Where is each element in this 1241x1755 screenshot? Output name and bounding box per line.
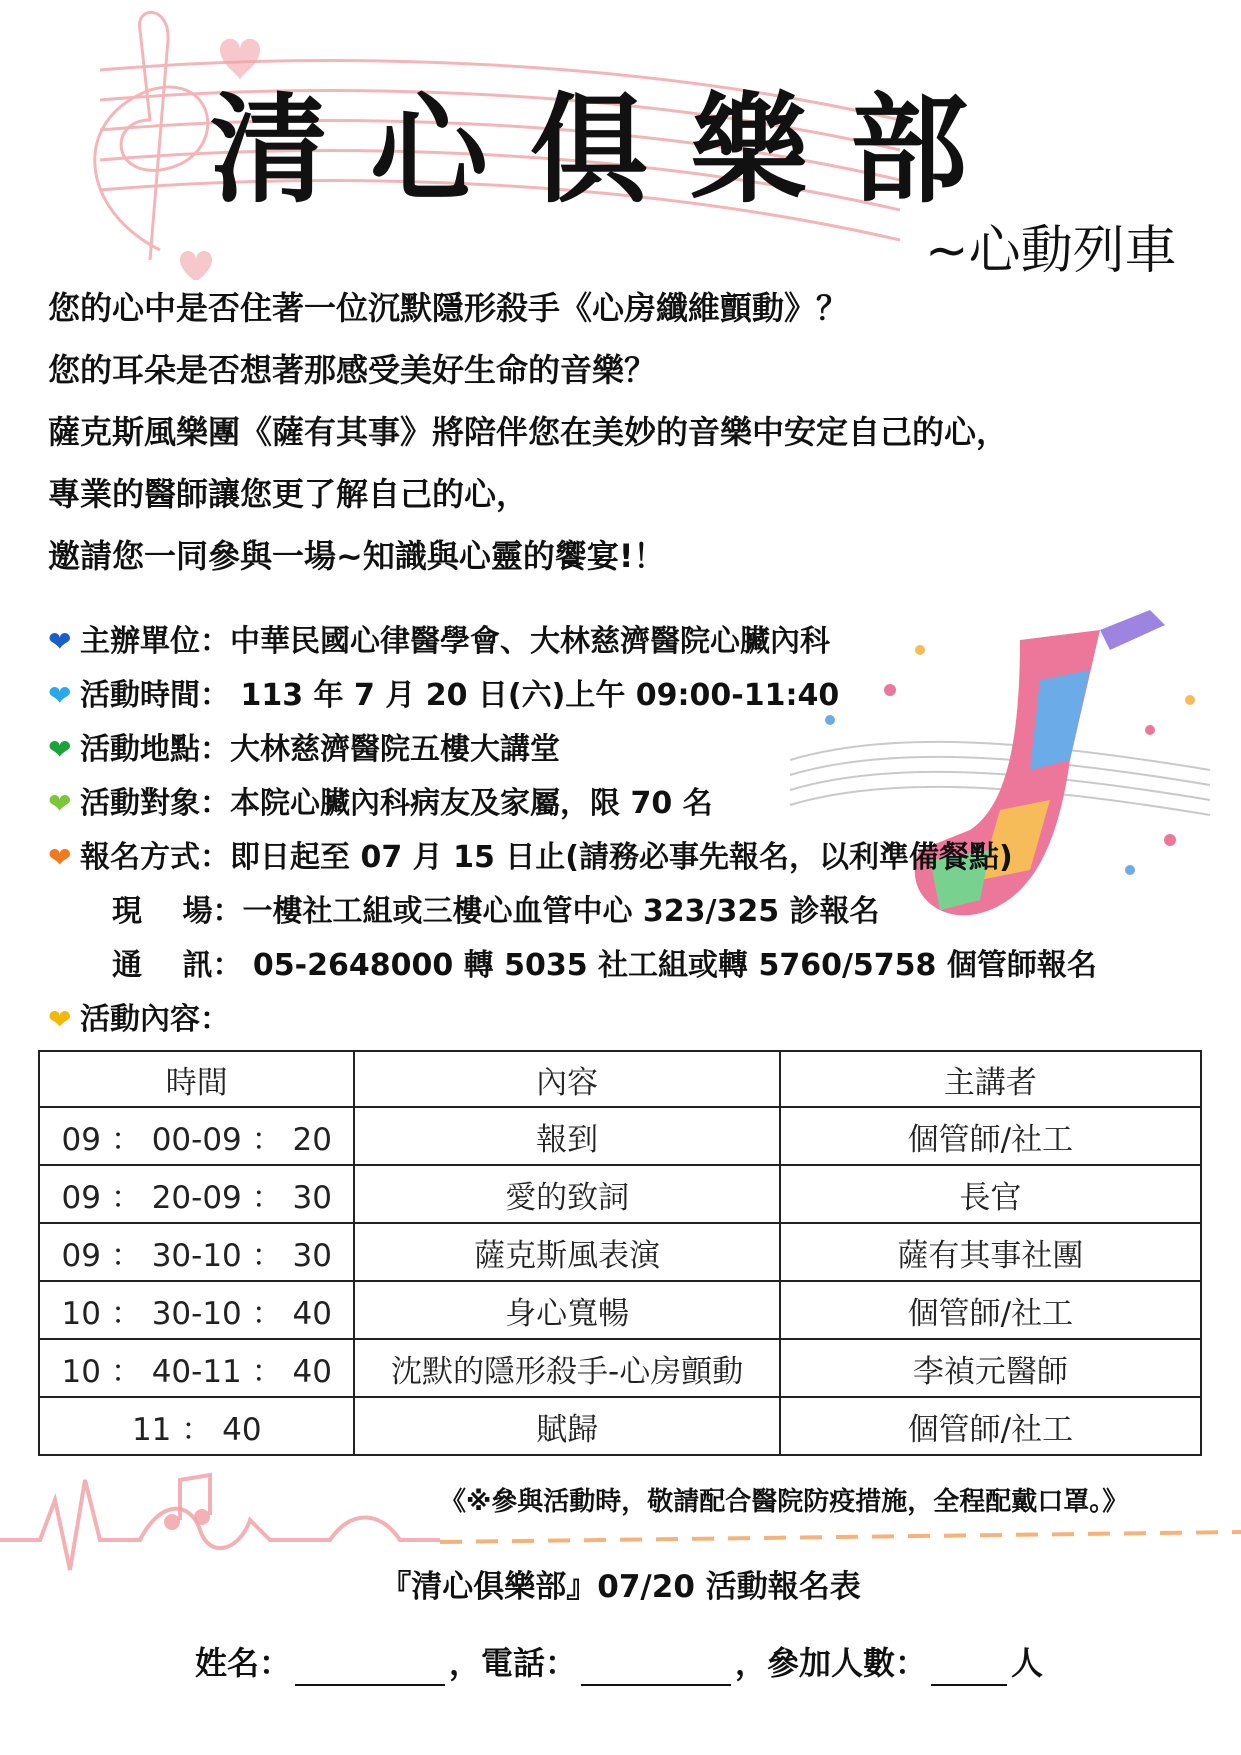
intro-line: 薩克斯風樂團《薩有其事》將陪伴您在美妙的音樂中安定自己的心， bbox=[48, 413, 1009, 451]
table-header-row bbox=[39, 1051, 1201, 1107]
time-text: 活動時間： 113 年 7 月 20 日(六)上午 09:00-11:40 bbox=[80, 678, 840, 713]
table-row bbox=[39, 1339, 1201, 1397]
speaker-cell: 個管師/社工 bbox=[780, 1107, 1201, 1165]
name-label: 姓名： bbox=[195, 1644, 292, 1682]
column-header: 內容 bbox=[354, 1051, 779, 1107]
heart-icon: ❤ bbox=[48, 733, 72, 766]
heart-icon: ❤ bbox=[48, 625, 72, 658]
registration-form bbox=[195, 1640, 1043, 1686]
intro-line: 您的心中是否住著一位沉默隱形殺手《心房纖維顫動》？ bbox=[48, 289, 849, 327]
heart-icon: ❤ bbox=[48, 841, 72, 874]
phone-label: ，電話： bbox=[449, 1644, 578, 1682]
time-cell: 10 ： 30-10 ： 40 bbox=[39, 1281, 354, 1339]
column-header: 時間 bbox=[39, 1051, 354, 1107]
phone-field[interactable] bbox=[581, 1650, 731, 1686]
registration-line bbox=[48, 836, 1013, 880]
count-unit: 人 bbox=[1011, 1644, 1044, 1682]
organizer-line bbox=[48, 620, 830, 664]
speaker-cell: 個管師/社工 bbox=[780, 1281, 1201, 1339]
audience-text: 活動對象：本院心臟內科病友及家屬，限 70 名 bbox=[80, 786, 713, 821]
registration-text: 報名方式：即日起至 07 月 15 日止(請務必事先報名，以利準備餐點) bbox=[80, 840, 1013, 875]
content-cell: 賦歸 bbox=[354, 1397, 779, 1455]
page-subtitle: ~心動列車 bbox=[925, 221, 1177, 281]
content-cell: 沈默的隱形殺手-心房顫動 bbox=[354, 1339, 779, 1397]
intro-line: 邀請您一同參與一場~知識與心靈的饗宴!！ bbox=[48, 537, 666, 575]
intro-line: 專業的醫師讓您更了解自己的心， bbox=[48, 475, 529, 513]
content-cell: 身心寬暢 bbox=[354, 1281, 779, 1339]
column-header: 主講者 bbox=[780, 1051, 1201, 1107]
count-field[interactable] bbox=[931, 1650, 1007, 1686]
location-line bbox=[48, 728, 560, 772]
table-row bbox=[39, 1223, 1201, 1281]
organizer-text: 主辦單位：中華民國心律醫學會、大林慈濟醫院心臟內科 bbox=[80, 624, 830, 659]
table-row bbox=[39, 1107, 1201, 1165]
speaker-cell: 長官 bbox=[780, 1165, 1201, 1223]
location-text: 活動地點：大林慈濟醫院五樓大講堂 bbox=[80, 732, 560, 767]
heart-icon: ❤ bbox=[48, 1003, 72, 1036]
speaker-cell: 薩有其事社團 bbox=[780, 1223, 1201, 1281]
table-row bbox=[39, 1165, 1201, 1223]
time-cell: 09 ： 30-10 ： 30 bbox=[39, 1223, 354, 1281]
time-cell: 09 ： 00-09 ： 20 bbox=[39, 1107, 354, 1165]
speaker-cell: 個管師/社工 bbox=[780, 1397, 1201, 1455]
page-title: 清心俱樂部 bbox=[210, 81, 1011, 219]
content-label-line bbox=[48, 998, 230, 1042]
onsite-text: 現 場：一樓社工組或三樓心血管中心 323/325 診報名 bbox=[112, 894, 880, 929]
intro-line: 您的耳朵是否想著那感受美好生命的音樂？ bbox=[48, 351, 657, 389]
content-label: 活動內容： bbox=[80, 1002, 230, 1037]
phone-text: 通 訊： 05-2648000 轉 5035 社工組或轉 5760/5758 個管師報名 bbox=[112, 948, 1097, 983]
count-label: ，參加人數： bbox=[735, 1644, 928, 1682]
notice-text: 《※參與活動時，敬請配合醫院防疫措施，全程配戴口罩。》 bbox=[440, 1487, 1129, 1517]
time-cell: 11 ： 40 bbox=[39, 1397, 354, 1455]
time-line bbox=[48, 674, 839, 718]
time-cell: 09 ： 20-09 ： 30 bbox=[39, 1165, 354, 1223]
onsite-line bbox=[48, 890, 880, 934]
time-cell: 10 ： 40-11 ： 40 bbox=[39, 1339, 354, 1397]
content-cell: 愛的致詞 bbox=[354, 1165, 779, 1223]
speaker-cell: 李禎元醫師 bbox=[780, 1339, 1201, 1397]
content-cell: 薩克斯風表演 bbox=[354, 1223, 779, 1281]
heart-icon: ❤ bbox=[48, 787, 72, 820]
name-field[interactable] bbox=[295, 1650, 445, 1686]
content-cell: 報到 bbox=[354, 1107, 779, 1165]
form-title: 『清心俱樂部』07/20 活動報名表 bbox=[380, 1569, 861, 1605]
heart-icon: ❤ bbox=[48, 679, 72, 712]
audience-line bbox=[48, 782, 713, 826]
schedule-table bbox=[38, 1050, 1202, 1456]
table-row bbox=[39, 1281, 1201, 1339]
phone-line bbox=[48, 944, 1097, 988]
table-row bbox=[39, 1397, 1201, 1455]
